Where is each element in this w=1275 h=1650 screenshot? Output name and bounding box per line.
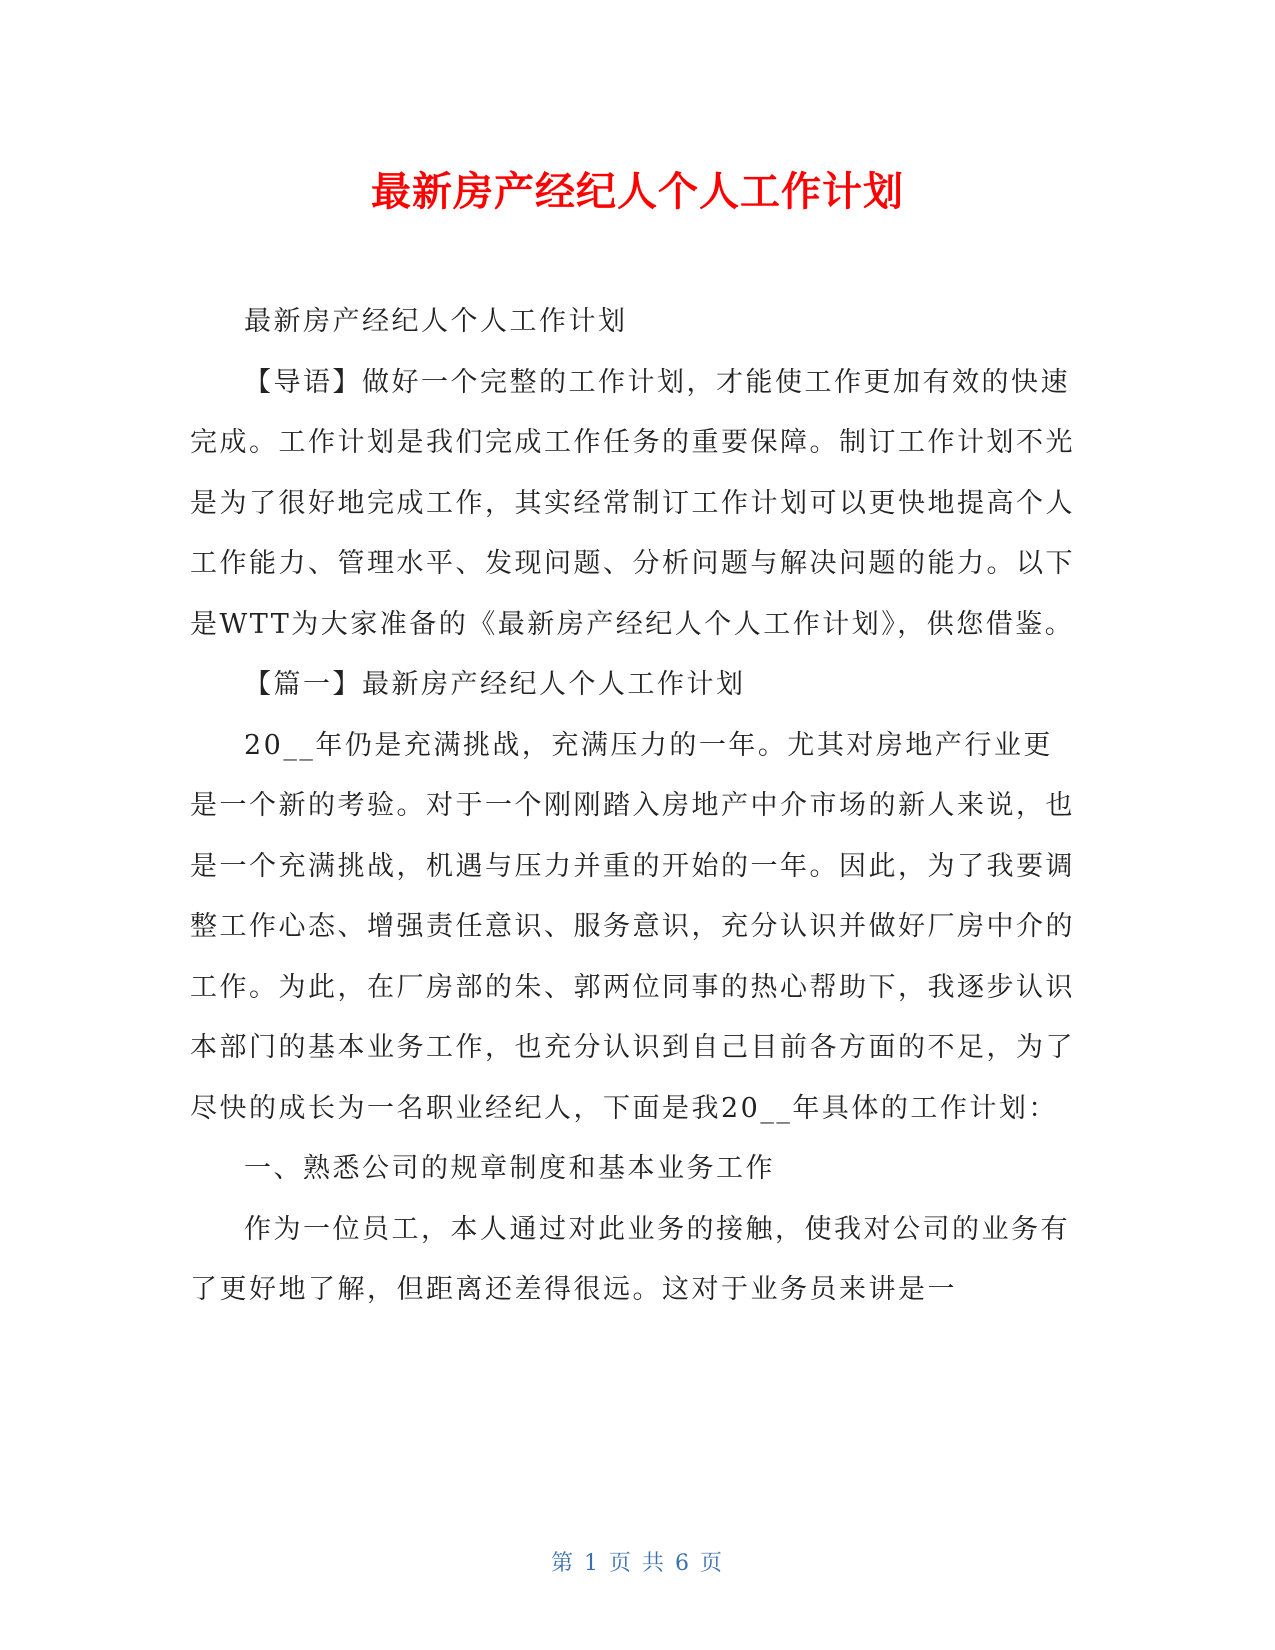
- paragraph-intro: 【导语】做好一个完整的工作计划，才能使工作更加有效的快速完成。工作计划是我们完成工作任务的重要保障。制订工作计划不光是为了很好地完成工作，其实经常制订工作计划可以更快地提高个人工作能力、管理水平、发现问题、分析问题与解决问题的能力。以下是WTT为大家准备的《最新房产经纪人个人工作计划》，供您借鉴。: [190, 366, 1075, 640]
- paragraph-heading: 最新房产经纪人个人工作计划: [244, 306, 628, 337]
- paragraph-body: 20__年仍是充满挑战，充满压力的一年。尤其对房地产行业更是一个新的考验。对于一个刚刚踏入房地产中介市场的新人来说，也是一个充满挑战，机遇与压力并重的开始的一年。因此，为了我要调整工作心态、增强责任意识、服务意识，充分认识并做好厂房中介的工作。为此，在厂房部的朱、郭两位同事的热心帮助下，我逐步认识本部门的基本业务工作，也充分认识到自己目前各方面的不足，为了尽快的成长为一名职业经纪人，下面是我20__年具体的工作计划：: [190, 729, 1075, 1124]
- document-title: 最新房产经纪人个人工作计划: [371, 169, 904, 215]
- paragraph-section-title: 【篇一】最新房产经纪人个人工作计划: [244, 669, 746, 700]
- paragraph-body-continued: 作为一位员工，本人通过对此业务的接触，使我对公司的业务有了更好地了解，但距离还差得很远。这对于业务员来讲是一: [190, 1213, 1070, 1305]
- paragraph-subheading: 一、熟悉公司的规章制度和基本业务工作: [244, 1153, 775, 1184]
- page-footer: 第 1 页 共 6 页: [551, 1551, 724, 1576]
- document-body: [190, 292, 1080, 1321]
